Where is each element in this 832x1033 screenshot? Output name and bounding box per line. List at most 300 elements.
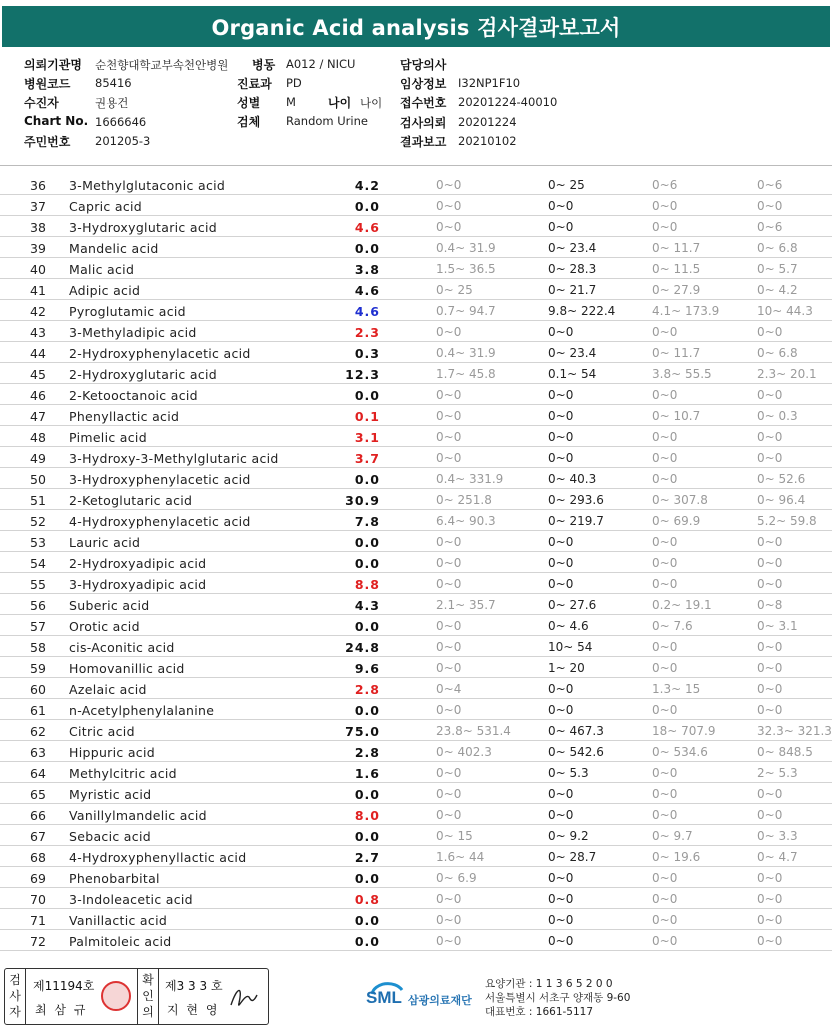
table-row (0, 258, 832, 279)
specimen-label: 검체 (237, 115, 261, 129)
inspector-label: 검사자 (9, 973, 21, 1019)
reference-range-4: 0~0 (757, 640, 783, 654)
result-value: 3.7 (354, 451, 380, 466)
reference-range-2: 0~ 9.2 (548, 829, 589, 843)
reference-range-3: 0.2~ 19.1 (652, 598, 712, 612)
reference-range-2: 0~0 (548, 388, 574, 402)
reference-range-2: 1~ 20 (548, 661, 585, 675)
analyte-name: 2-Hydroxyphenylacetic acid (69, 346, 251, 361)
result-value: 4.3 (354, 598, 380, 613)
sex-label: 성별 (237, 96, 261, 110)
analyte-number: 52 (30, 514, 46, 529)
reference-range-2: 0~0 (548, 682, 574, 696)
table-row (0, 468, 832, 489)
reference-range-3: 0~0 (652, 220, 678, 234)
reference-range-1: 0~0 (436, 325, 462, 339)
reference-range-4: 0~0 (757, 682, 783, 696)
reference-range-1: 1.7~ 45.8 (436, 367, 496, 381)
reference-range-1: 0~0 (436, 703, 462, 717)
table-row (0, 342, 832, 363)
table-row (0, 531, 832, 552)
request-date-value: 20201224 (458, 115, 517, 129)
reference-range-1: 0~ 15 (436, 829, 473, 843)
analyte-name: 4-Hydroxyphenylacetic acid (69, 514, 251, 529)
reference-range-4: 0~6 (757, 220, 783, 234)
reference-range-3: 0~0 (652, 451, 678, 465)
resident-value: 201205-3 (95, 134, 151, 148)
analyte-number: 55 (30, 577, 46, 592)
analyte-name: Phenobarbital (69, 871, 160, 886)
analyte-name: Azelaic acid (69, 682, 147, 697)
reference-range-3: 0~0 (652, 913, 678, 927)
analyte-name: Vanillylmandelic acid (69, 808, 207, 823)
hospital-code-label: 병원코드 (24, 77, 71, 91)
analyte-name: 2-Hydroxyadipic acid (69, 556, 207, 571)
table-row (0, 447, 832, 468)
table-row (0, 930, 832, 951)
reference-range-3: 0~6 (652, 178, 678, 192)
reference-range-1: 0.4~ 31.9 (436, 241, 496, 255)
table-row (0, 279, 832, 300)
result-value: 24.8 (345, 640, 380, 655)
reference-range-4: 0~0 (757, 388, 783, 402)
reference-range-3: 0~0 (652, 430, 678, 444)
reference-range-2: 0~0 (548, 913, 574, 927)
analyte-name: Suberic acid (69, 598, 150, 613)
reference-range-4: 0~0 (757, 934, 783, 948)
reference-range-3: 0~ 11.7 (652, 346, 701, 360)
reference-range-2: 0~0 (548, 430, 574, 444)
analyte-name: cis-Aconitic acid (69, 640, 175, 655)
analyte-name: Capric acid (69, 199, 143, 214)
reference-range-3: 1.3~ 15 (652, 682, 701, 696)
results-table (0, 174, 832, 951)
analyte-number: 39 (30, 241, 46, 256)
reference-range-2: 0~0 (548, 556, 574, 570)
chart-label: Chart No. (24, 114, 89, 128)
result-value: 4.2 (354, 178, 380, 193)
table-row (0, 363, 832, 384)
table-row (0, 321, 832, 342)
result-value: 0.0 (354, 472, 380, 487)
patient-label: 수진자 (24, 96, 59, 110)
analyte-number: 69 (30, 871, 46, 886)
reference-range-4: 0~ 5.7 (757, 262, 798, 276)
requester-label: 의뢰기관명 (24, 58, 82, 72)
specimen-value: Random Urine (286, 114, 368, 128)
analyte-name: Mandelic acid (69, 241, 159, 256)
reference-range-4: 0~ 6.8 (757, 346, 798, 360)
table-row (0, 174, 832, 195)
reference-range-1: 0~0 (436, 199, 462, 213)
table-row (0, 867, 832, 888)
reference-range-4: 2.3~ 20.1 (757, 367, 817, 381)
ward-label: 병동 (252, 58, 276, 72)
reference-range-4: 0~0 (757, 808, 783, 822)
analyte-number: 54 (30, 556, 46, 571)
reference-range-2: 0~ 4.6 (548, 619, 589, 633)
result-value: 3.1 (354, 430, 380, 445)
reference-range-2: 0~ 40.3 (548, 472, 597, 486)
result-value: 0.3 (354, 346, 380, 361)
analyte-number: 43 (30, 325, 46, 340)
table-row (0, 384, 832, 405)
table-row (0, 405, 832, 426)
analyte-number: 36 (30, 178, 46, 193)
analyte-number: 48 (30, 430, 46, 445)
reference-range-3: 0~ 10.7 (652, 409, 701, 423)
report-date-value: 20210102 (458, 134, 517, 148)
analyte-name: 3-Indoleacetic acid (69, 892, 193, 907)
result-value: 8.8 (354, 577, 380, 592)
reference-range-3: 0~ 27.9 (652, 283, 701, 297)
result-value: 9.6 (354, 661, 380, 676)
reference-range-3: 0~ 534.6 (652, 745, 708, 759)
table-row (0, 636, 832, 657)
reference-range-2: 0~ 28.7 (548, 850, 597, 864)
analyte-name: Citric acid (69, 724, 135, 739)
reference-range-2: 0~0 (548, 787, 574, 801)
reference-range-1: 0.4~ 31.9 (436, 346, 496, 360)
reference-range-2: 0~0 (548, 871, 574, 885)
confirm-number: 제3 3 3 호 (165, 979, 223, 993)
reference-range-3: 0~0 (652, 871, 678, 885)
analyte-name: 3-Hydroxyphenylacetic acid (69, 472, 251, 487)
table-row (0, 804, 832, 825)
reference-range-4: 0~0 (757, 661, 783, 675)
result-value: 0.0 (354, 388, 380, 403)
table-row (0, 888, 832, 909)
reference-range-2: 0~ 219.7 (548, 514, 604, 528)
result-value: 1.6 (354, 766, 380, 781)
analyte-number: 60 (30, 682, 46, 697)
analyte-number: 70 (30, 892, 46, 907)
reference-range-4: 32.3~ 321.3 (757, 724, 832, 738)
reference-range-3: 0~0 (652, 703, 678, 717)
phone: 대표번호 : 1661-5117 (485, 1006, 594, 1018)
inspector-number: 제11194호 (33, 979, 95, 993)
reference-range-3: 3.8~ 55.5 (652, 367, 712, 381)
analyte-name: 3-Hydroxyglutaric acid (69, 220, 218, 235)
request-date-label: 검사의뢰 (400, 116, 447, 130)
analyte-number: 38 (30, 220, 46, 235)
reference-range-2: 0~ 467.3 (548, 724, 604, 738)
receipt-label: 접수번호 (400, 96, 447, 110)
table-row (0, 594, 832, 615)
chart-value: 1666646 (95, 115, 147, 129)
contact-info (485, 977, 630, 1019)
analyte-number: 71 (30, 913, 46, 928)
reference-range-3: 0~ 9.7 (652, 829, 693, 843)
reference-range-4: 0~ 3.1 (757, 619, 798, 633)
logo-text: SML (366, 988, 402, 1007)
table-row (0, 489, 832, 510)
result-value: 2.8 (354, 682, 380, 697)
analyte-name: Vanillactic acid (69, 913, 168, 928)
reference-range-2: 0~0 (548, 703, 574, 717)
table-row (0, 741, 832, 762)
reference-range-1: 2.1~ 35.7 (436, 598, 496, 612)
reference-range-1: 1.5~ 36.5 (436, 262, 496, 276)
reference-range-2: 0~0 (548, 220, 574, 234)
reference-range-4: 0~0 (757, 703, 783, 717)
reference-range-4: 0~ 6.8 (757, 241, 798, 255)
reference-range-4: 0~ 3.3 (757, 829, 798, 843)
table-row (0, 657, 832, 678)
table-row (0, 909, 832, 930)
reference-range-1: 0~0 (436, 409, 462, 423)
analyte-name: Malic acid (69, 262, 135, 277)
reference-range-1: 0~0 (436, 661, 462, 675)
patient-info (0, 48, 832, 166)
reference-range-3: 0~ 7.6 (652, 619, 693, 633)
reference-range-1: 1.6~ 44 (436, 850, 485, 864)
reference-range-4: 0~ 96.4 (757, 493, 806, 507)
reference-range-2: 0~ 23.4 (548, 346, 597, 360)
table-row (0, 699, 832, 720)
table-row (0, 426, 832, 447)
result-value: 2.8 (354, 745, 380, 760)
table-row (0, 195, 832, 216)
reference-range-1: 0~0 (436, 766, 462, 780)
analyte-number: 57 (30, 619, 46, 634)
analyte-number: 47 (30, 409, 46, 424)
reference-range-2: 0~ 5.3 (548, 766, 589, 780)
reference-range-1: 6.4~ 90.3 (436, 514, 496, 528)
reference-range-4: 0~0 (757, 871, 783, 885)
reference-range-2: 10~ 54 (548, 640, 593, 654)
doctor-label: 담당의사 (400, 58, 447, 72)
analyte-name: Phenyllactic acid (69, 409, 180, 424)
table-row (0, 510, 832, 531)
reference-range-3: 0~0 (652, 199, 678, 213)
result-value: 0.0 (354, 829, 380, 844)
result-value: 0.0 (354, 871, 380, 886)
result-value: 0.0 (354, 241, 380, 256)
reference-range-1: 0~4 (436, 682, 462, 696)
reference-range-4: 0~0 (757, 556, 783, 570)
result-value: 0.0 (354, 556, 380, 571)
patient-value: 권용건 (95, 96, 129, 110)
reference-range-1: 0~0 (436, 220, 462, 234)
reference-range-3: 0~0 (652, 535, 678, 549)
reference-range-3: 0~0 (652, 325, 678, 339)
analyte-number: 56 (30, 598, 46, 613)
analyte-number: 64 (30, 766, 46, 781)
analyte-number: 49 (30, 451, 46, 466)
report-date-label: 결과보고 (400, 135, 447, 149)
analyte-number: 61 (30, 703, 46, 718)
analyte-name: Sebacic acid (69, 829, 151, 844)
analyte-number: 45 (30, 367, 46, 382)
result-value: 0.0 (354, 703, 380, 718)
reference-range-1: 23.8~ 531.4 (436, 724, 511, 738)
analyte-name: 3-Methylglutaconic acid (69, 178, 226, 193)
receipt-value: 20201224-40010 (458, 95, 558, 109)
analyte-name: 3-Methyladipic acid (69, 325, 197, 340)
result-value: 0.8 (354, 892, 380, 907)
analyte-name: Orotic acid (69, 619, 140, 634)
address: 서울특별시 서초구 양재동 9-60 (485, 992, 631, 1004)
clinical-label: 임상정보 (400, 77, 447, 91)
table-row (0, 573, 832, 594)
analyte-name: 2-Ketoglutaric acid (69, 493, 193, 508)
reference-range-2: 0~ 542.6 (548, 745, 604, 759)
reference-range-2: 0~0 (548, 535, 574, 549)
reference-range-3: 0~0 (652, 934, 678, 948)
reference-range-1: 0~0 (436, 787, 462, 801)
reference-range-4: 0~ 4.2 (757, 283, 798, 297)
reference-range-2: 0~ 23.4 (548, 241, 597, 255)
reference-range-4: 0~0 (757, 913, 783, 927)
table-row (0, 300, 832, 321)
analyte-name: 2-Ketooctanoic acid (69, 388, 198, 403)
reference-range-1: 0~ 402.3 (436, 745, 492, 759)
sex-value: M (286, 95, 296, 109)
result-value: 2.7 (354, 850, 380, 865)
table-row (0, 552, 832, 573)
analyte-number: 62 (30, 724, 46, 739)
result-value: 0.0 (354, 619, 380, 634)
reference-range-3: 0~0 (652, 808, 678, 822)
reference-range-1: 0~ 25 (436, 283, 473, 297)
reference-range-3: 0~0 (652, 388, 678, 402)
result-value: 0.1 (354, 409, 380, 424)
table-row (0, 783, 832, 804)
reference-range-2: 0~0 (548, 934, 574, 948)
reference-range-1: 0~0 (436, 430, 462, 444)
analyte-number: 53 (30, 535, 46, 550)
reference-range-1: 0~0 (436, 577, 462, 591)
reference-range-1: 0~0 (436, 808, 462, 822)
reference-range-1: 0~0 (436, 892, 462, 906)
table-row (0, 678, 832, 699)
reference-range-2: 0~ 25 (548, 178, 585, 192)
reference-range-3: 0~0 (652, 577, 678, 591)
reference-range-2: 0~0 (548, 409, 574, 423)
table-row (0, 615, 832, 636)
age-label: 나이 (328, 96, 352, 110)
signature-box (4, 968, 269, 1025)
reference-range-1: 0~ 251.8 (436, 493, 492, 507)
reference-range-2: 0~0 (548, 577, 574, 591)
reference-range-2: 0~0 (548, 199, 574, 213)
reference-range-4: 0~0 (757, 577, 783, 591)
analyte-number: 46 (30, 388, 46, 403)
report-title: Organic Acid analysis 검사결과보고서 (2, 6, 830, 47)
reference-range-3: 0~0 (652, 787, 678, 801)
analyte-name: Methylcitric acid (69, 766, 177, 781)
clinical-value: I32NP1F10 (458, 76, 521, 90)
result-value: 2.3 (354, 325, 380, 340)
reference-range-1: 0~0 (436, 934, 462, 948)
analyte-number: 37 (30, 199, 46, 214)
reference-range-3: 0~0 (652, 556, 678, 570)
reference-range-1: 0~ 6.9 (436, 871, 477, 885)
analyte-name: Homovanillic acid (69, 661, 185, 676)
reference-range-1: 0~0 (436, 178, 462, 192)
reference-range-2: 0~ 21.7 (548, 283, 597, 297)
table-row (0, 762, 832, 783)
analyte-number: 42 (30, 304, 46, 319)
reference-range-2: 0~ 27.6 (548, 598, 597, 612)
resident-label: 주민번호 (24, 135, 71, 149)
analyte-number: 66 (30, 808, 46, 823)
analyte-name: 3-Hydroxy-3-Methylglutaric acid (69, 451, 279, 466)
reference-range-4: 0~6 (757, 178, 783, 192)
analyte-number: 72 (30, 934, 46, 949)
reference-range-4: 0~0 (757, 535, 783, 549)
reference-range-2: 0~ 293.6 (548, 493, 604, 507)
reference-range-4: 5.2~ 59.8 (757, 514, 817, 528)
inspector-seal-icon (101, 981, 131, 1011)
report-footer (0, 962, 832, 1033)
result-value: 75.0 (345, 724, 380, 739)
result-value: 12.3 (345, 367, 380, 382)
institution-code: 요양기관 : 1 1 3 6 5 2 0 0 (485, 978, 613, 990)
table-row (0, 720, 832, 741)
reference-range-1: 0~0 (436, 451, 462, 465)
confirm-name: 지 현 영 (167, 1003, 220, 1017)
requester-value: 순천향대학교부속천안병원 (95, 58, 229, 72)
reference-range-3: 0~0 (652, 661, 678, 675)
dept-value: PD (286, 76, 302, 90)
reference-range-1: 0~0 (436, 388, 462, 402)
reference-range-3: 0~ 11.7 (652, 241, 701, 255)
analyte-name: 2-Hydroxyglutaric acid (69, 367, 218, 382)
reference-range-3: 18~ 707.9 (652, 724, 716, 738)
result-value: 30.9 (345, 493, 380, 508)
analyte-number: 63 (30, 745, 46, 760)
reference-range-2: 0~0 (548, 451, 574, 465)
analyte-name: Myristic acid (69, 787, 152, 802)
logo-org: 삼광의료재단 (408, 994, 472, 1007)
result-value: 7.8 (354, 514, 380, 529)
reference-range-4: 0~0 (757, 325, 783, 339)
divider (137, 969, 138, 1024)
reference-range-4: 0~ 52.6 (757, 472, 806, 486)
reference-range-3: 0~ 19.6 (652, 850, 701, 864)
reference-range-3: 4.1~ 173.9 (652, 304, 720, 318)
analyte-number: 59 (30, 661, 46, 676)
divider (158, 969, 159, 1024)
reference-range-3: 0~ 69.9 (652, 514, 701, 528)
analyte-name: Adipic acid (69, 283, 141, 298)
table-row (0, 216, 832, 237)
signature-icon (227, 983, 263, 1013)
ward-value: A012 / NICU (286, 57, 356, 71)
reference-range-4: 2~ 5.3 (757, 766, 798, 780)
result-value: 0.0 (354, 787, 380, 802)
analyte-name: Hippuric acid (69, 745, 155, 760)
age-value: 나이 (360, 96, 383, 110)
analyte-number: 50 (30, 472, 46, 487)
reference-range-2: 0~0 (548, 808, 574, 822)
analyte-name: Lauric acid (69, 535, 141, 550)
dept-label: 진료과 (237, 77, 272, 91)
reference-range-1: 0~0 (436, 535, 462, 549)
reference-range-4: 0~0 (757, 199, 783, 213)
reference-range-4: 10~ 44.3 (757, 304, 813, 318)
result-value: 0.0 (354, 913, 380, 928)
reference-range-2: 0~0 (548, 892, 574, 906)
reference-range-3: 0~0 (652, 640, 678, 654)
reference-range-2: 0~0 (548, 325, 574, 339)
divider (25, 969, 26, 1024)
reference-range-2: 0~ 28.3 (548, 262, 597, 276)
reference-range-1: 0~0 (436, 556, 462, 570)
analyte-number: 51 (30, 493, 46, 508)
